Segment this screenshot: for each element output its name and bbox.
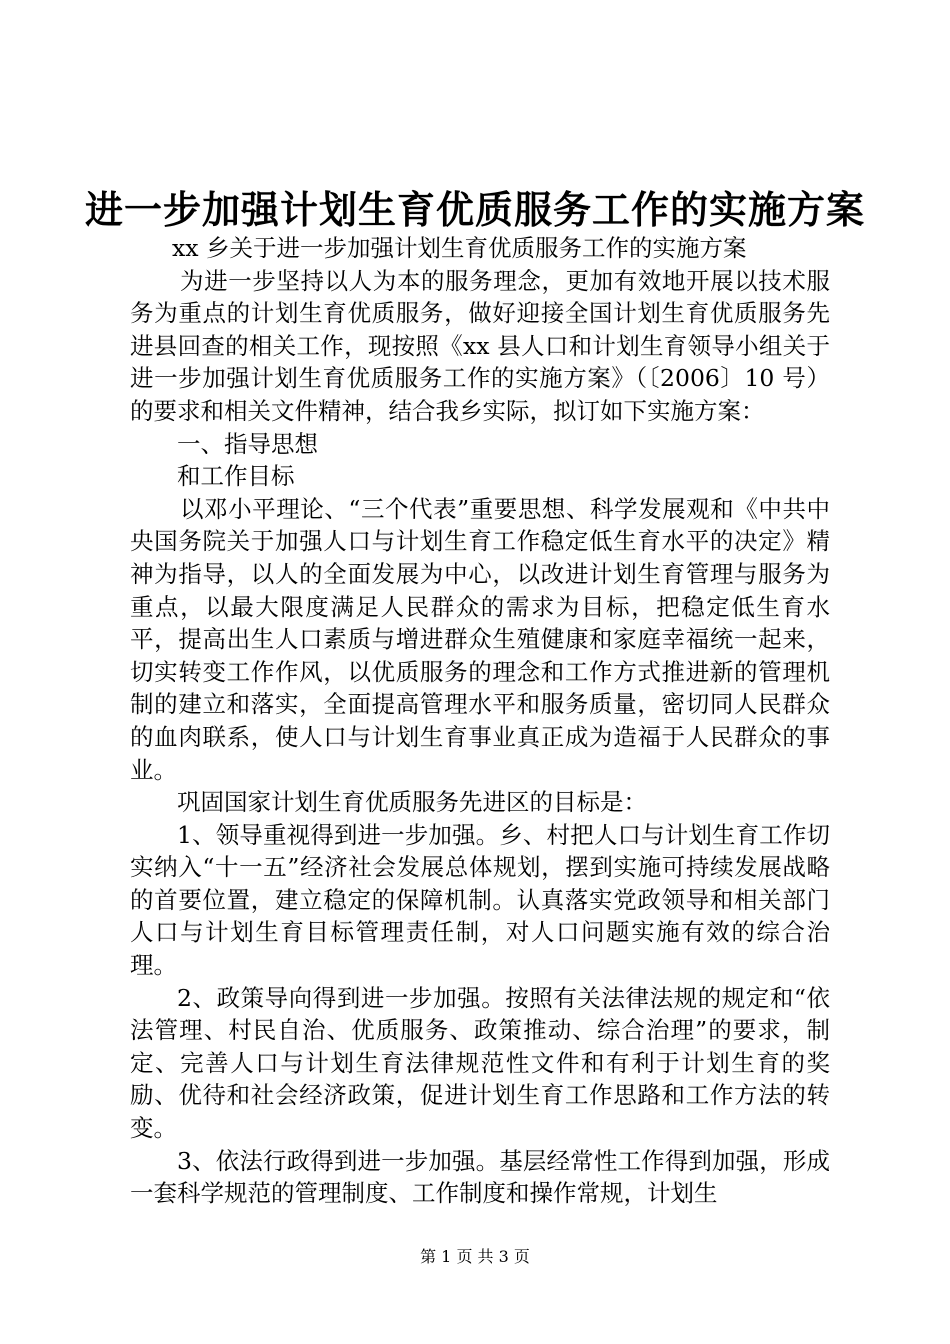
page-footer: 第 1 页 共 3 页 (420, 1247, 530, 1266)
paragraph: 为进一步坚持以人为本的服务理念，更加有效地开展以技术服务为重点的计划生育优质服务，做好迎接全国计划生育优质服务先进县回查的相关工作，现按照《xx 县人口和计划生育领导小组关于进一步加强计划生育优质服务工作的实施方案》（〔2006〕10 号）的要求和相关文件精神，结合我乡实际，拟订如下实施方案： (130, 266, 830, 425)
document-title: 进一步加强计划生育优质服务工作的实施方案 (84, 188, 865, 232)
paragraph: xx 乡关于进一步加强计划生育优质服务工作的实施方案 (172, 234, 747, 262)
paragraph: 一、指导思想 (177, 429, 318, 458)
paragraph: 和工作目标 (177, 462, 295, 491)
paragraph: 巩固国家计划生育优质服务先进区的目标是： (177, 788, 647, 817)
paragraph: 2、政策导向得到进一步加强。按照有关法律法规的规定和“依法管理、村民自治、优质服务、政策推动、综合治理”的要求，制定、完善人口与计划生育法律规范性文件和有利于计划生育的奖励、优待和社会经济政策，促进计划生育工作思路和工作方法的转变。 (130, 983, 830, 1143)
document-body (130, 232, 830, 1210)
paragraph: 3、依法行政得到进一步加强。基层经常性工作得到加强，形成一套科学规范的管理制度、工作制度和操作常规，计划生 (130, 1146, 830, 1208)
paragraph: 以邓小平理论、“三个代表”重要思想、科学发展观和《中共中央国务院关于加强人口与计划生育工作稳定低生育水平的决定》精神为指导，以人的全面发展为中心，以改进计划生育管理与服务为重点，以最大限度满足人民群众的需求为目标，把稳定低生育水平，提高出生人口素质与增进群众生殖健康和家庭幸福统一起来，切实转变工作作风，以优质服务的理念和工作方式推进新的管理机制的建立和落实，全面提高管理水平和服务质量，密切同人民群众的血肉联系，使人口与计划生育事业真正成为造福于人民群众的事业。 (130, 494, 830, 784)
paragraph: 1、领导重视得到进一步加强。乡、村把人口与计划生育工作切实纳入“十一五”经济社会发展总体规划，摆到实施可持续发展战略的首要位置，建立稳定的保障机制。认真落实党政领导和相关部门人口与计划生育目标管理责任制，对人口问题实施有效的综合治理。 (130, 820, 830, 980)
